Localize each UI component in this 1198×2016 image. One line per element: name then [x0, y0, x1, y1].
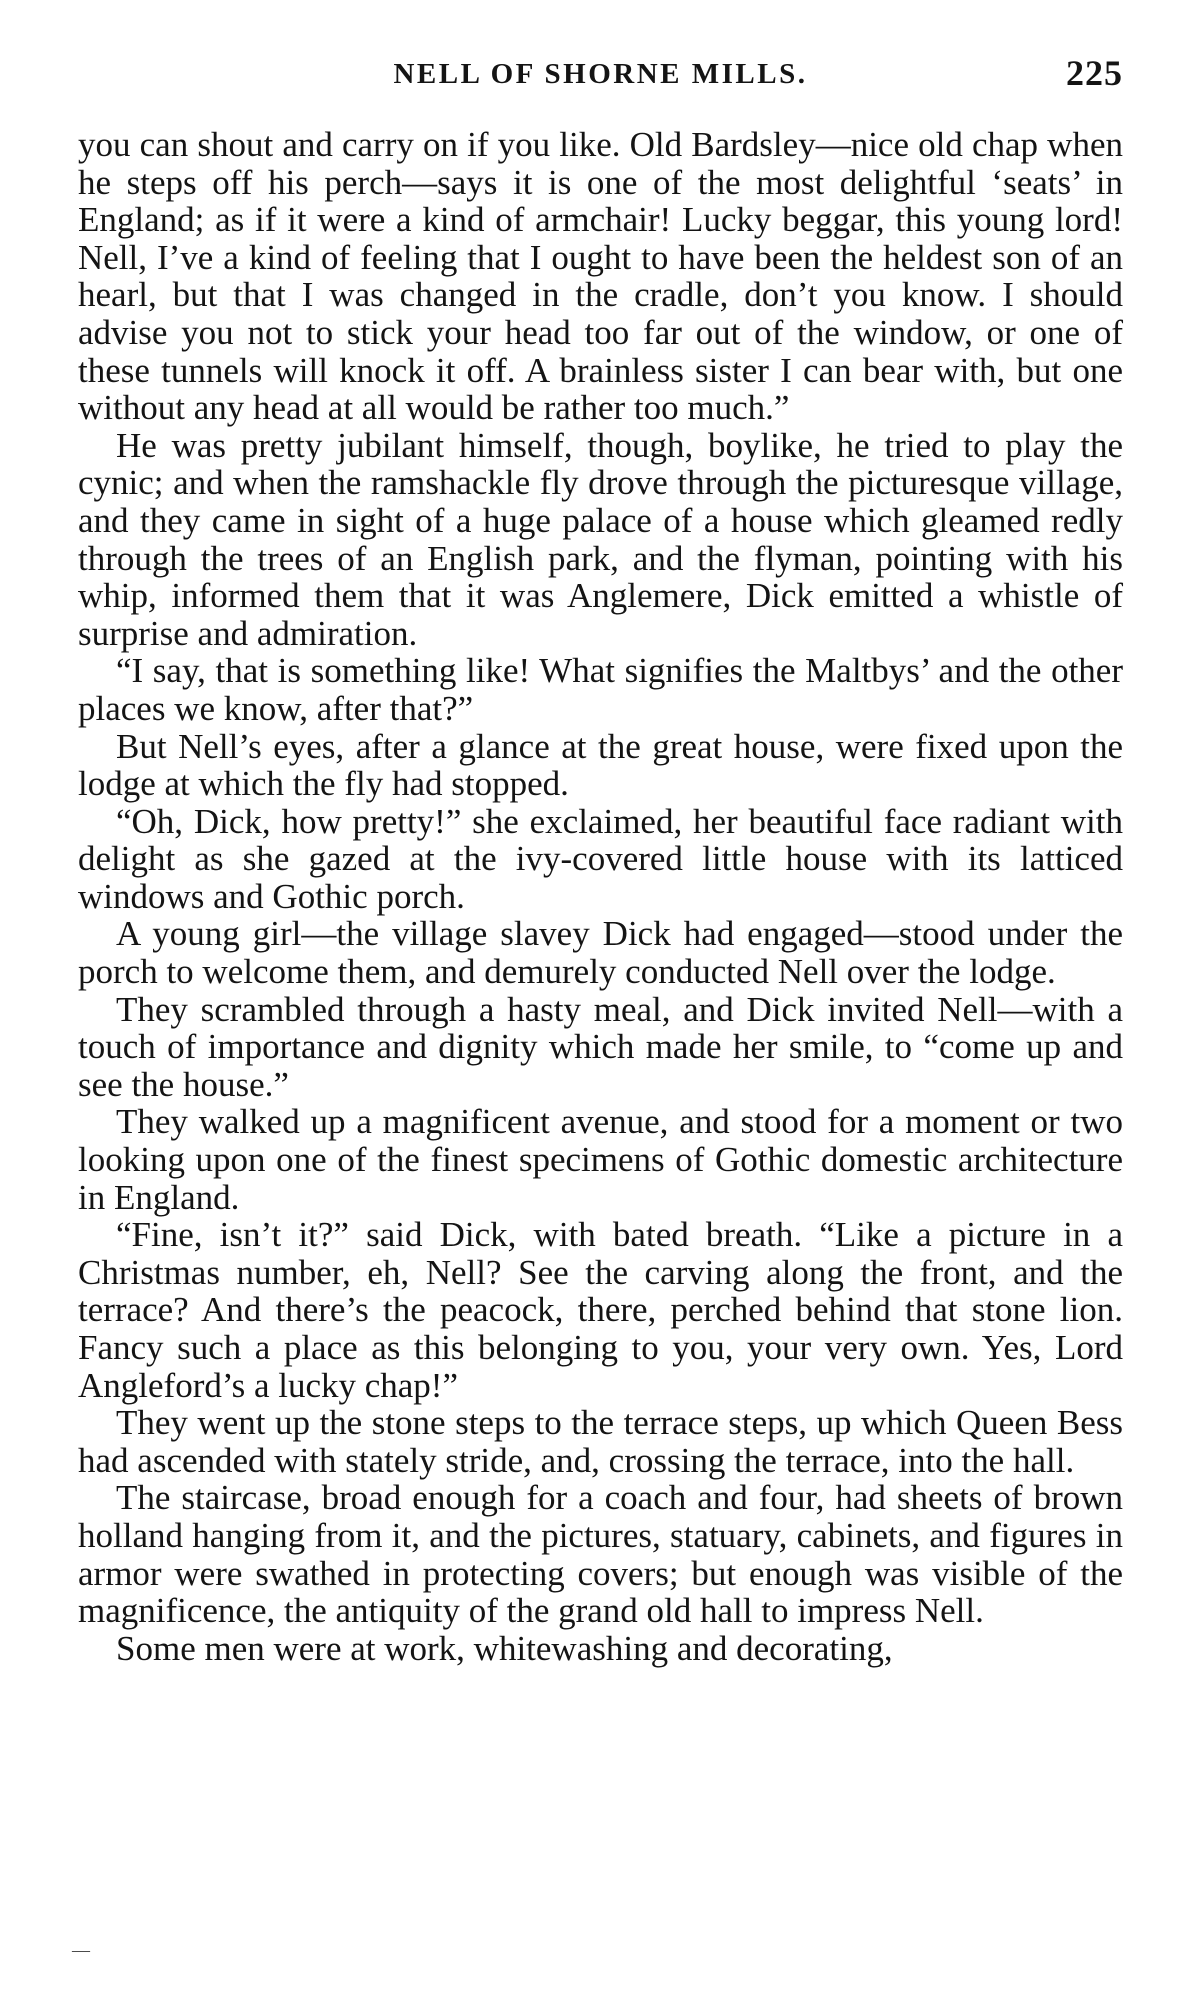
- paragraph: “Fine, isn’t it?” said Dick, with bated breath. “Like a picture in a Christmas number, eh, Nell? See the carving along the front, and the terrace? And there’s the peacock, there, perched behind that stone lion. Fancy such a place as this belonging to you, your very own. Yes, Lord Angleford’s a lucky chap!”: [78, 1215, 1123, 1405]
- paragraph: They scrambled through a hasty meal, and Dick invited Nell—with a touch of importance and dignity which made her smile, to “come up and see the house.”: [78, 989, 1123, 1104]
- paragraph: “Oh, Dick, how pretty!” she exclaimed, her beautiful face radiant with delight as she gazed at the ivy-covered little house with its latticed windows and Gothic porch.: [78, 801, 1123, 916]
- paragraph: But Nell’s eyes, after a glance at the great house, were fixed upon the lodge at which the fly had stopped.: [78, 726, 1123, 804]
- paragraph: The staircase, broad enough for a coach and four, had sheets of brown holland hanging from it, and the pictures, statuary, cabinets, and figures in armor were swathed in protecting covers; but enough was visible of the magnificence, the antiquity of the grand old hall to impress Nell.: [78, 1478, 1123, 1631]
- paragraph: A young girl—the village slavey Dick had engaged—stood under the porch to welcome them, and demurely conducted Nell over the lodge.: [78, 914, 1123, 992]
- print-speck-mark: —: [72, 1940, 90, 1960]
- paragraph: They walked up a magnificent avenue, and stood for a moment or two looking upon one of the finest specimens of Gothic domestic architecture in England.: [78, 1102, 1123, 1217]
- page-number: 225: [1066, 53, 1123, 93]
- paragraph: Some men were at work, whitewashing and decorating,: [116, 1628, 893, 1668]
- paragraph: They went up the stone steps to the terrace steps, up which Queen Bess had ascended with stately stride, and, crossing the terrace, into the hall.: [78, 1403, 1123, 1480]
- paragraph: He was pretty jubilant himself, though, boylike, he tried to play the cynic; and when the ramshackle fly drove through the picturesque village, and they came in sight of a huge palace of a house which gleamed redly through the trees of an English park, and the flyman, pointing with his whip, informed them that it was Anglemere, Dick emitted a whistle of surprise and admiration.: [78, 425, 1123, 653]
- page-header: [78, 53, 1123, 108]
- paragraph: you can shout and carry on if you like. Old Bardsley—nice old chap when he steps off his perch—says it is one of the most delightful ‘seats’ in England; as if it were a kind of armchair! Lucky beggar, this young lord! Nell, I’ve a kind of feeling that I ought to have been the heldest son of an hearl, but that I was changed in the cradle, don’t you know. I should advise you not to stick your head too far out of the window, or one of these tunnels will knock it off. A brainless sister I can bear with, but one without any head at all would be rather too much.”: [78, 125, 1123, 428]
- paragraph: “I say, that is something like! What signifies the Maltbys’ and the other places we know, after that?”: [78, 651, 1123, 728]
- running-title: NELL OF SHORNE MILLS.: [393, 58, 808, 90]
- body-text: [78, 126, 1123, 1667]
